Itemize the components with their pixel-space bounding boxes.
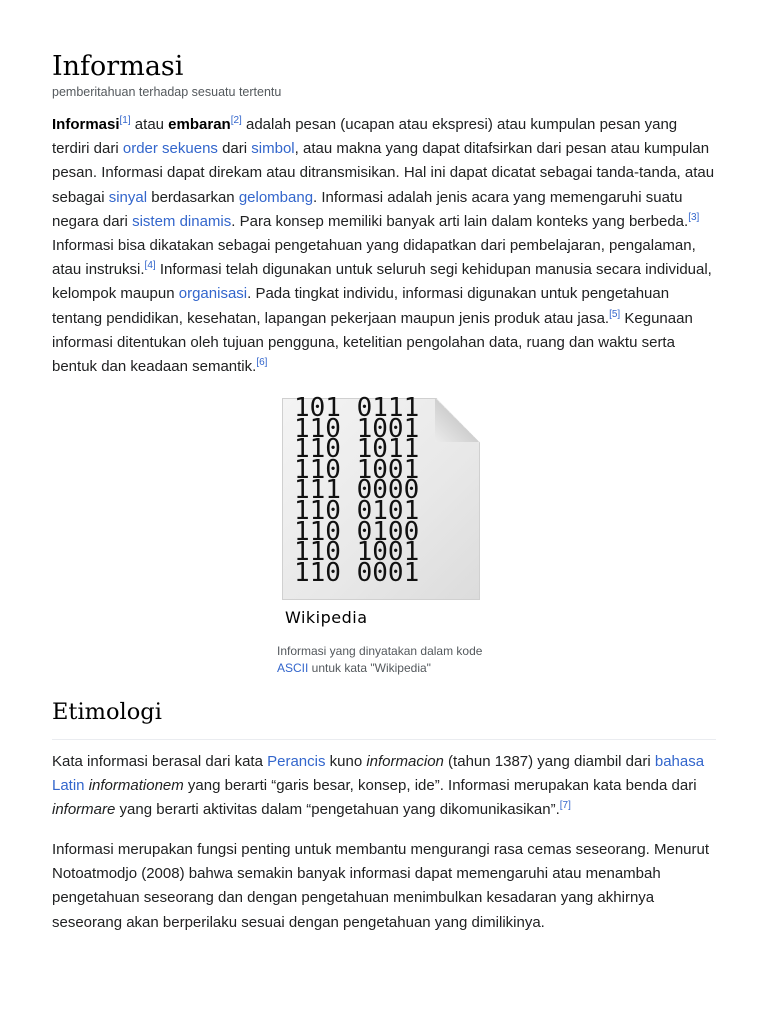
reference-link-5[interactable]: [5] bbox=[609, 308, 621, 320]
intro-text: . Para konsep memiliki banyak arti lain dalam konteks yang berbeda. bbox=[231, 212, 689, 230]
reference-4[interactable] bbox=[145, 260, 156, 271]
page-fold-corner bbox=[435, 398, 479, 442]
intro-text: . Informasi adalah jenis acara yang memengaruhi suatu negara dari bbox=[52, 188, 683, 230]
term-informasi: Informasi bbox=[52, 116, 120, 133]
link-organisasi[interactable]: organisasi bbox=[178, 285, 248, 303]
etimologi-text: (tahun 1387) yang diambil dari bbox=[443, 753, 655, 770]
term-informacion: informacion bbox=[366, 753, 444, 770]
link-order-sekuens[interactable]: order sekuens bbox=[122, 140, 218, 158]
reference-6[interactable] bbox=[256, 357, 267, 368]
caption-text: untuk kata "Wikipedia" bbox=[308, 661, 431, 675]
reference-link-2[interactable]: [2] bbox=[230, 115, 242, 126]
etimologi-text: kuno bbox=[325, 753, 367, 770]
term-informare: informare bbox=[52, 801, 116, 819]
reference-link-1[interactable]: [1] bbox=[119, 115, 131, 126]
etimologi-paragraph-1 bbox=[52, 750, 716, 823]
intro-text: Informasi bisa dikatakan sebagai pengetahuan yang didapatkan dari pembelajaran, pengalaman, atau instruksi. bbox=[52, 237, 696, 279]
reference-link-7[interactable]: [7] bbox=[559, 800, 571, 812]
etimologi-text: Kata informasi berasal dari kata bbox=[52, 753, 268, 770]
intro-text: Kegunaan informasi ditentukan oleh tujuan pengguna, ketelitian pengolahan data, ruang dan waktu serta bentuk dan keadaan semantik. bbox=[52, 309, 693, 376]
page-subtitle: pemberitahuan terhadap sesuatu tertentu bbox=[52, 85, 282, 99]
etimologi-text: yang berarti “garis besar, konsep, ide”. Informasi merupakan kata benda dari bbox=[183, 777, 697, 795]
intro-text: berdasarkan bbox=[147, 188, 239, 206]
intro-text: dari bbox=[217, 140, 252, 158]
binary-code-text: 101 0111 110 1001 110 1011 110 1001 111 0000 110 0101 110 0100 110 1001 110 0001 bbox=[294, 393, 420, 588]
figure-word: Wikipedia bbox=[285, 608, 368, 627]
reference-link-3[interactable]: [3] bbox=[688, 211, 700, 223]
intro-text: , atau makna yang dapat ditafsirkan dari pesan atau kumpulan pesan. Informasi dapat direkam atau ditransmisikan. Hal ini dapat dicatat sebagai tanda-tanda, atau sebagai bbox=[52, 140, 715, 206]
caption-text: Informasi yang dinyatakan dalam kode bbox=[277, 644, 483, 658]
link-bahasa-latin[interactable]: bahasa Latin bbox=[52, 753, 705, 795]
intro-paragraph bbox=[52, 113, 716, 379]
link-perancis[interactable]: Perancis bbox=[267, 753, 326, 770]
link-gelombang[interactable]: gelombang bbox=[238, 188, 314, 206]
link-simbol[interactable]: simbol bbox=[251, 140, 295, 158]
page-title: Informasi bbox=[52, 51, 184, 82]
reference-link-6[interactable]: [6] bbox=[256, 357, 268, 369]
section-heading-etimologi: Etimologi bbox=[52, 699, 162, 725]
figure-caption bbox=[277, 643, 497, 677]
etimologi-paragraph-2: Informasi merupakan fungsi penting untuk membantu mengurangi rasa cemas seseorang. Menurut Notoatmodjo (2008) bahwa semakin banyak informasi dapat memengaruhi atau menambah pengetahuan seseorang dan dengan pengetahuan menimbulkan kesadaran yang akhirnya seseorang akan berperilaku sesuai dengan pengetahuan yang dimilikinya. bbox=[52, 841, 710, 931]
reference-7[interactable] bbox=[560, 800, 571, 811]
intro-text: . Pada tingkat individu, informasi digunakan untuk pengetahuan tentang pendidikan, kesehatan, lapangan pekerjaan maupun jenis produk atau jasa. bbox=[52, 285, 670, 327]
reference-5[interactable] bbox=[609, 309, 620, 320]
term-embaran: embaran bbox=[168, 116, 231, 133]
link-sistem-dinamis[interactable]: sistem dinamis bbox=[132, 212, 232, 230]
term-informationem: informationem bbox=[88, 777, 184, 795]
intro-text: adalah pesan (ucapan atau ekspresi) atau kumpulan pesan yang terdiri dari bbox=[52, 116, 678, 158]
reference-3[interactable] bbox=[688, 212, 699, 223]
reference-link-4[interactable]: [4] bbox=[144, 260, 156, 272]
link-ascii[interactable]: ASCII bbox=[277, 661, 309, 675]
reference-1[interactable] bbox=[120, 115, 131, 126]
section-divider bbox=[52, 739, 716, 740]
etimologi-text: yang berarti aktivitas dalam “pengetahuan yang dikomunikasikan”. bbox=[115, 801, 560, 819]
link-sinyal[interactable]: sinyal bbox=[108, 188, 148, 206]
intro-text: atau bbox=[130, 116, 169, 133]
intro-text: Informasi telah digunakan untuk seluruh segi kehidupan manusia secara individual, kelompok maupun bbox=[52, 261, 712, 303]
reference-2[interactable] bbox=[231, 115, 242, 126]
